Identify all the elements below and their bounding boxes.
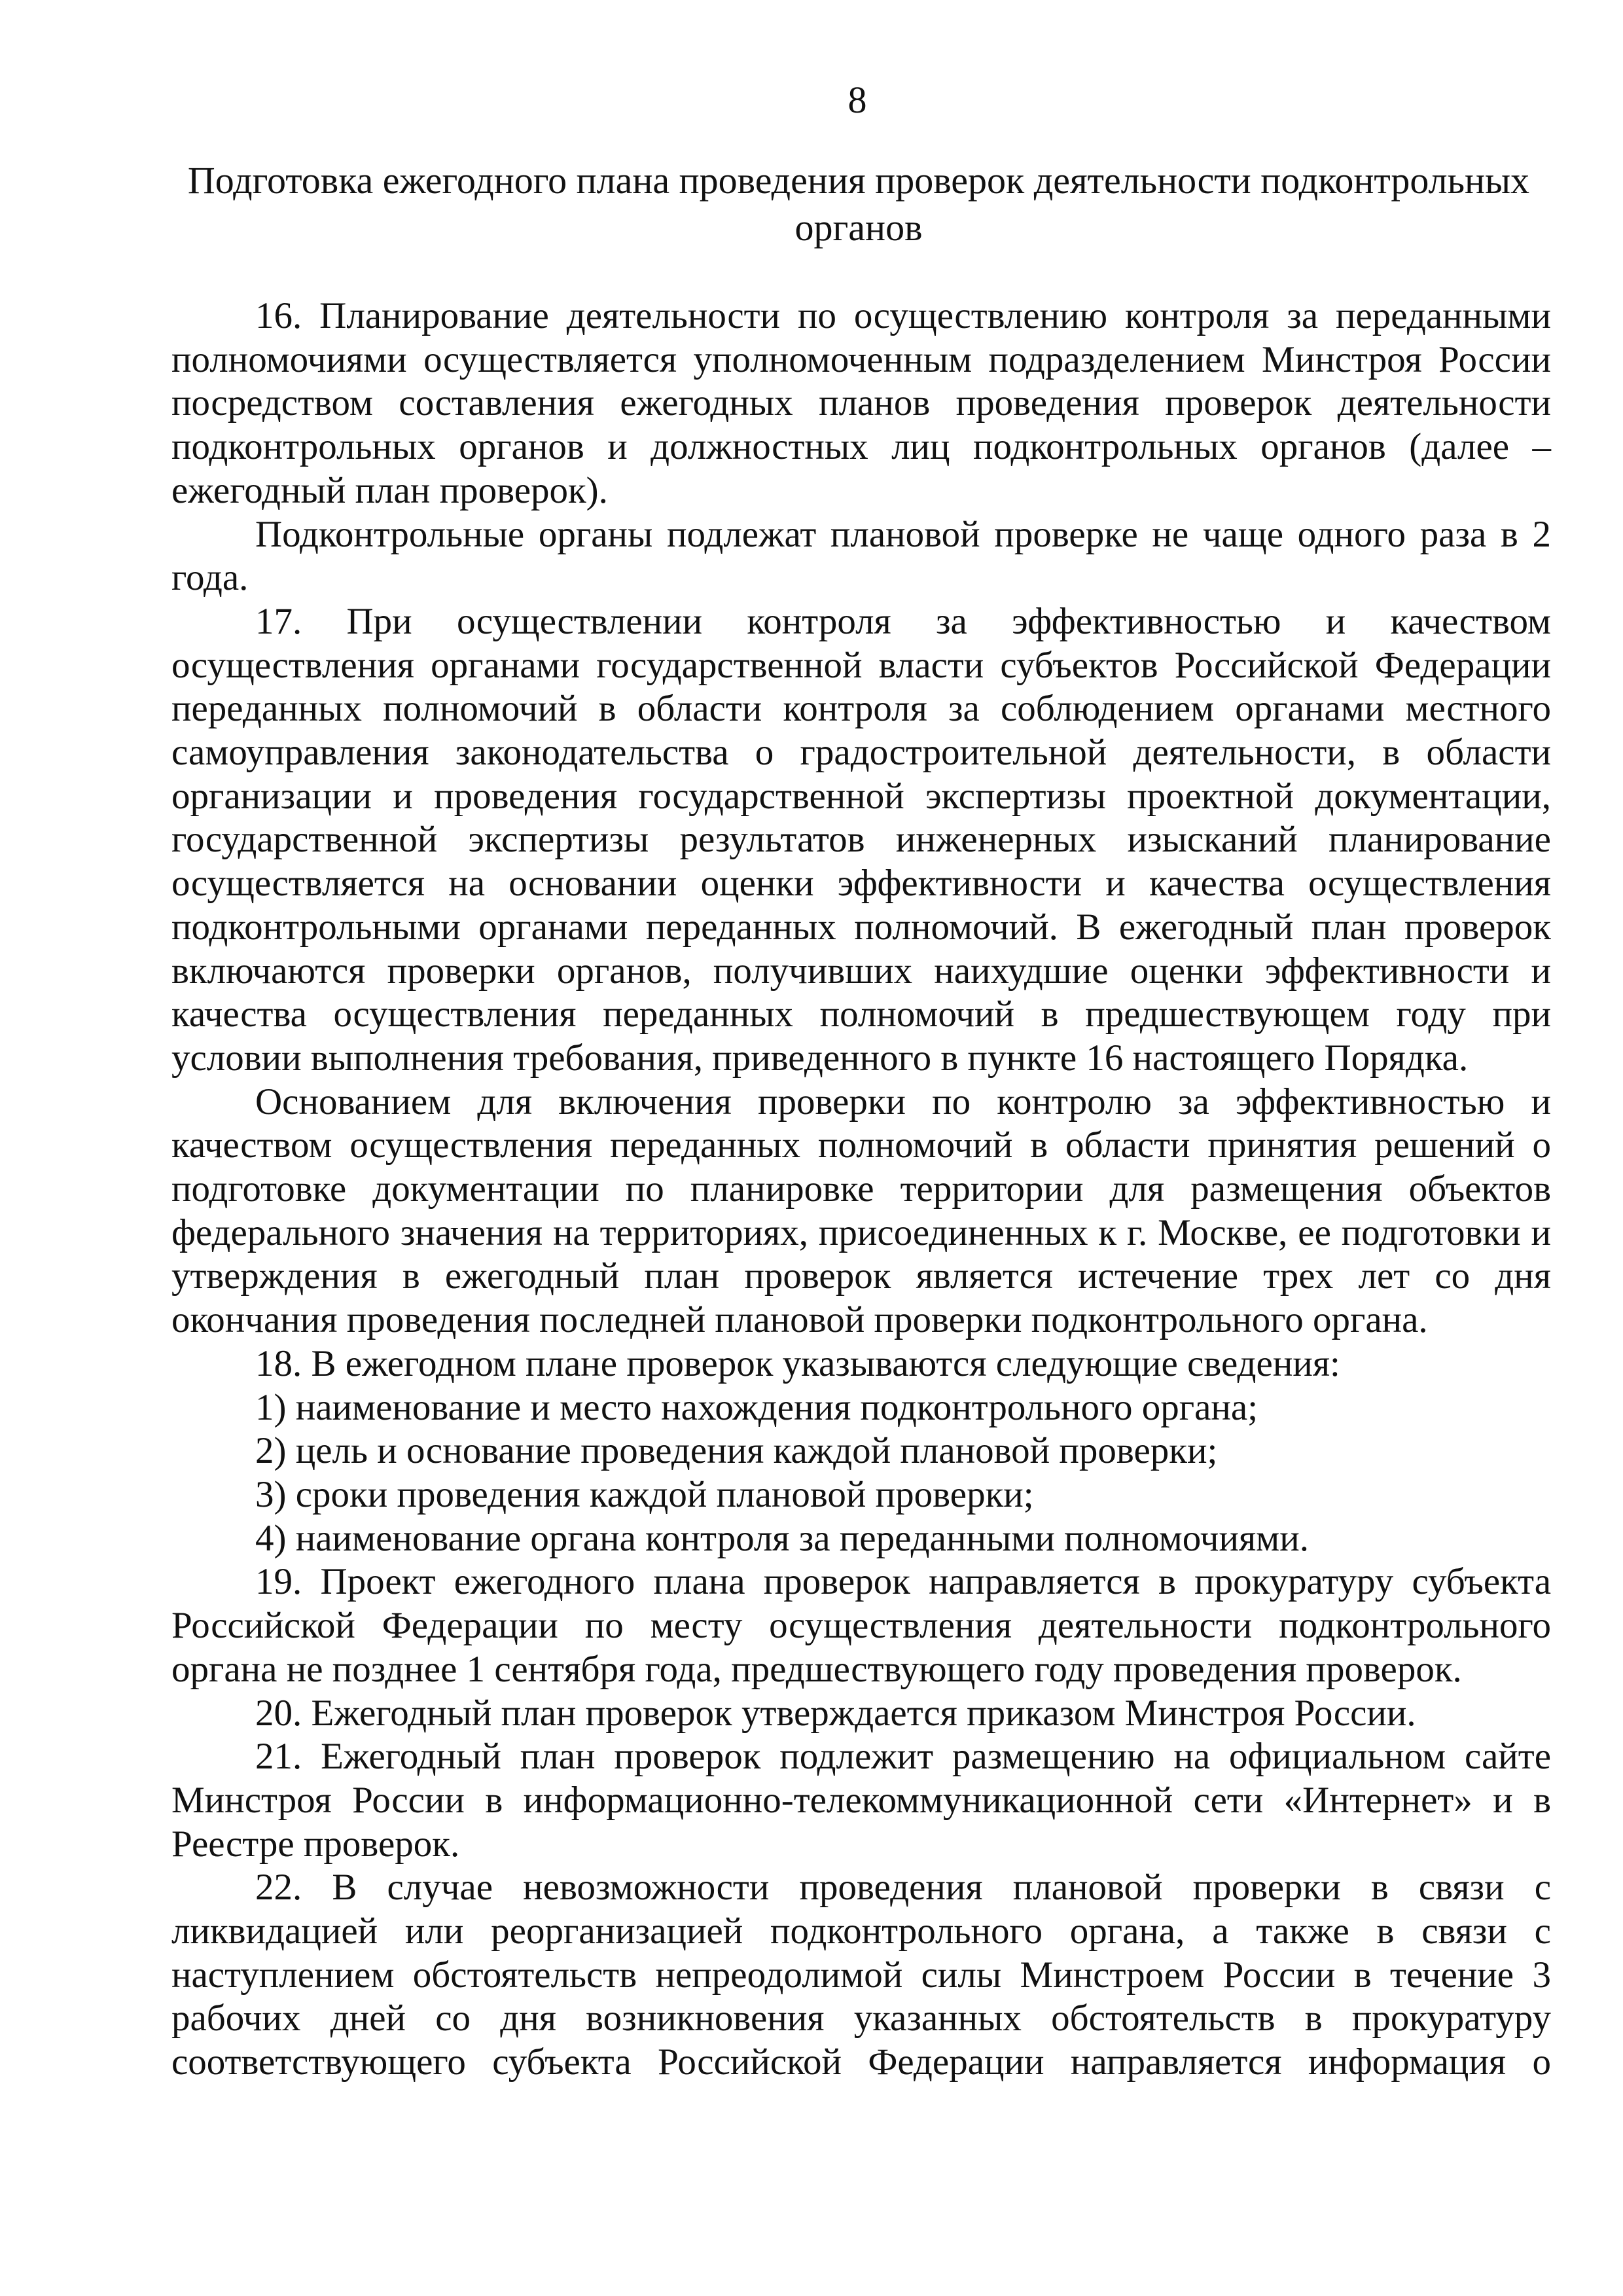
paragraph-22: 22. В случае невозможности проведения плановой проверки в связи с ликвидацией или реорганизацией подконтрольного органа, а также в связи с наступлением обстоятельств непреодолимой силы Минстроем России в течение 3 рабочих дней со дня возникновения указанных обстоятельств в прокуратуру соответствующего субъекта Российской Федерации направляется информация о	[171, 1867, 1551, 2083]
paragraph-20: 20. Ежегодный план проверок утверждается приказом Минстроя России.	[255, 1692, 1416, 1734]
section-heading: Подготовка ежегодного плана проведения проверок деятельности подконтрольных органов	[187, 159, 1530, 249]
paragraph-17: 17. При осуществлении контроля за эффективностью и качеством осуществления органами государственной власти субъектов Российской Федерации переданных полномочий в области контроля за соблюдением органами местного самоуправления законодательства о градостроительной деятельности, в области организации и проведения государственной экспертизы проектной документации, государственной экспертизы результатов инженерных изысканий планирование осуществляется на основании оценки эффективности и качества осуществления подконтрольными органами переданных полномочий. В ежегодный план проверок включаются проверки органов, получивших наихудшие оценки эффективности и качества осуществления переданных полномочий в предшествующем году при условии выполнения требования, приведенного в пункте 16 настоящего Порядка.	[171, 600, 1551, 1079]
page-number: 8	[847, 79, 867, 121]
paragraph-21: 21. Ежегодный план проверок подлежит размещению на официальном сайте Минстроя России в информационно-телекоммуникационной сети «Интернет» и в Реестре проверок.	[171, 1736, 1551, 1865]
list-item: 1) наименование и место нахождения подконтрольного органа;	[255, 1386, 1258, 1428]
list-item: 2) цель и основание проведения каждой плановой проверки;	[255, 1430, 1218, 1472]
list-item: 4) наименование органа контроля за переданными полномочиями.	[255, 1517, 1309, 1559]
paragraph-19: 19. Проект ежегодного плана проверок направляется в прокуратуру субъекта Российской Федерации по месту осуществления деятельности подконтрольного органа не позднее 1 сентября года, предшествующего году проведения проверок.	[171, 1561, 1551, 1690]
paragraph-16: 16. Планирование деятельности по осуществлению контроля за переданными полномочиями осуществляется уполномоченным подразделением Минстроя России посредством составления ежегодных планов проведения проверок деятельности подконтрольных органов и должностных лиц подконтрольных органов (далее – ежегодный план проверок).	[171, 295, 1551, 511]
document-body	[171, 295, 1551, 2085]
paragraph-16-inspection-frequency: Подконтрольные органы подлежат плановой проверке не чаще одного раза в 2 года.	[171, 513, 1551, 599]
list-item: 3) сроки проведения каждой плановой проверки;	[255, 1473, 1034, 1515]
paragraph-18: 18. В ежегодном плане проверок указываются следующие сведения:	[255, 1342, 1340, 1384]
paragraph-17-inclusion-basis: Основанием для включения проверки по контролю за эффективностью и качеством осуществления переданных полномочий в области принятия решений о подготовке документации по планировке территории для размещения объектов федерального значения на территориях, присоединенных к г. Москве, ее подготовки и утверждения в ежегодный план проверок является истечение трех лет со дня окончания проведения последней плановой проверки подконтрольного органа.	[171, 1081, 1551, 1341]
